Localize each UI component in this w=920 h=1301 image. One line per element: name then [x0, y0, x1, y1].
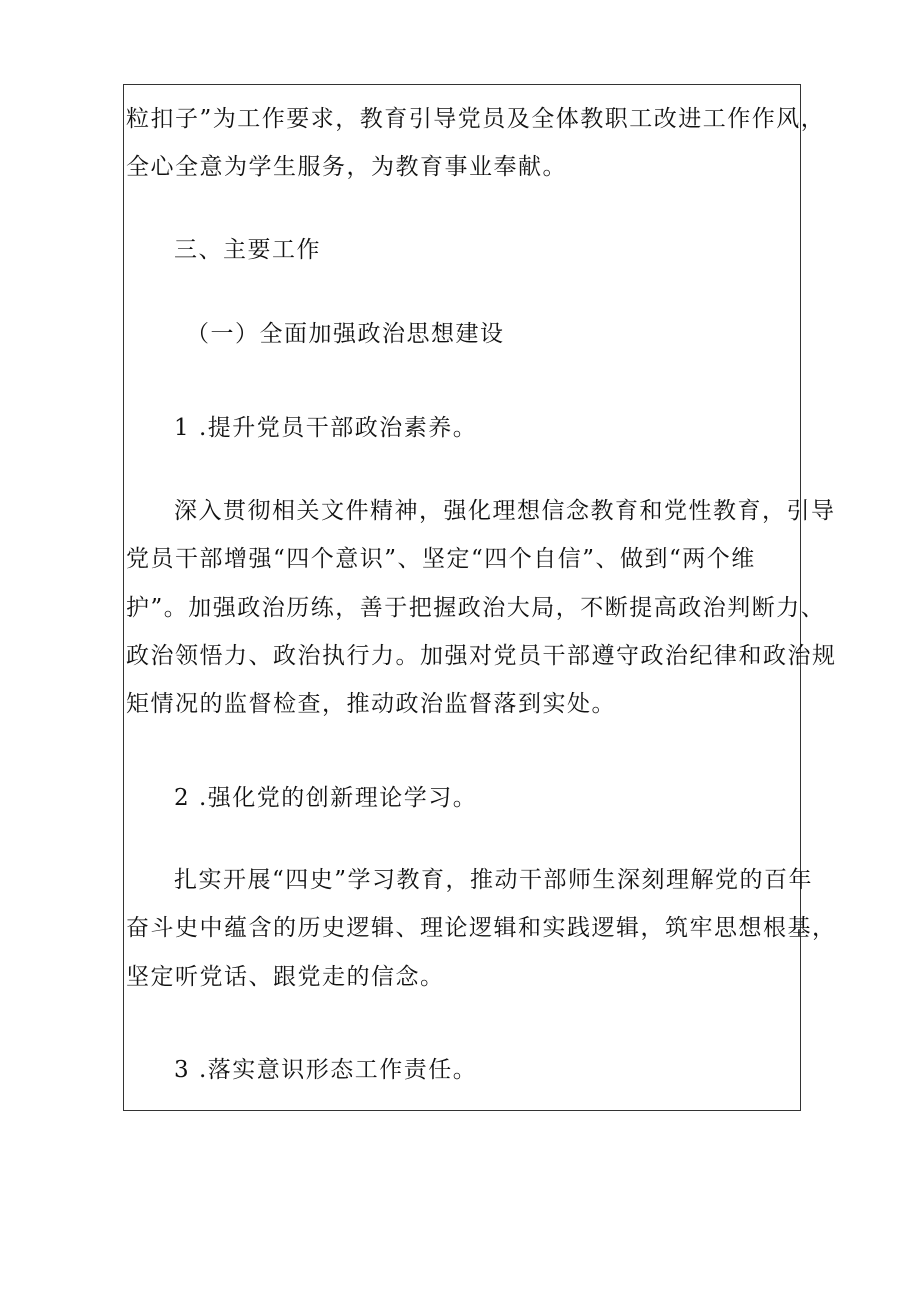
body-text-line: 奋斗史中蕴含的历史逻辑、理论逻辑和实践逻辑，筑牢思想根基， — [126, 915, 837, 941]
section-heading: 三、主要工作 — [174, 237, 321, 263]
item-heading: 3 .落实意识形态工作责任。 — [174, 1057, 478, 1083]
body-text-line: 党员干部增强“四个意识”、坚定“四个自信”、做到“两个维 — [126, 546, 756, 572]
body-text-line: 全心全意为学生服务，为教育事业奉献。 — [126, 154, 567, 180]
body-text-line: 矩情况的监督检查，推动政治监督落到实处。 — [126, 691, 616, 717]
body-text-line: 护”。加强政治历练，善于把握政治大局，不断提高政治判断力、 — [126, 595, 826, 621]
item-heading: 2 .强化党的创新理论学习。 — [174, 785, 478, 811]
body-text-line: 深入贯彻相关文件精神，强化理想信念教育和党性教育，引导 — [174, 498, 836, 524]
body-text-line: 粒扣子”为工作要求，教育引导党员及全体教职工改进工作作风， — [126, 106, 826, 132]
body-text-line: 坚定听党话、跟党走的信念。 — [126, 964, 445, 990]
item-heading: 1 .提升党员干部政治素养。 — [174, 415, 478, 441]
body-text-line: 扎实开展“四史”学习教育，推动干部师生深刻理解党的百年 — [174, 867, 814, 893]
subsection-heading: （一）全面加强政治思想建设 — [186, 321, 505, 347]
body-text-line: 政治领悟力、政治执行力。加强对党员干部遵守政治纪律和政治规 — [126, 643, 837, 669]
